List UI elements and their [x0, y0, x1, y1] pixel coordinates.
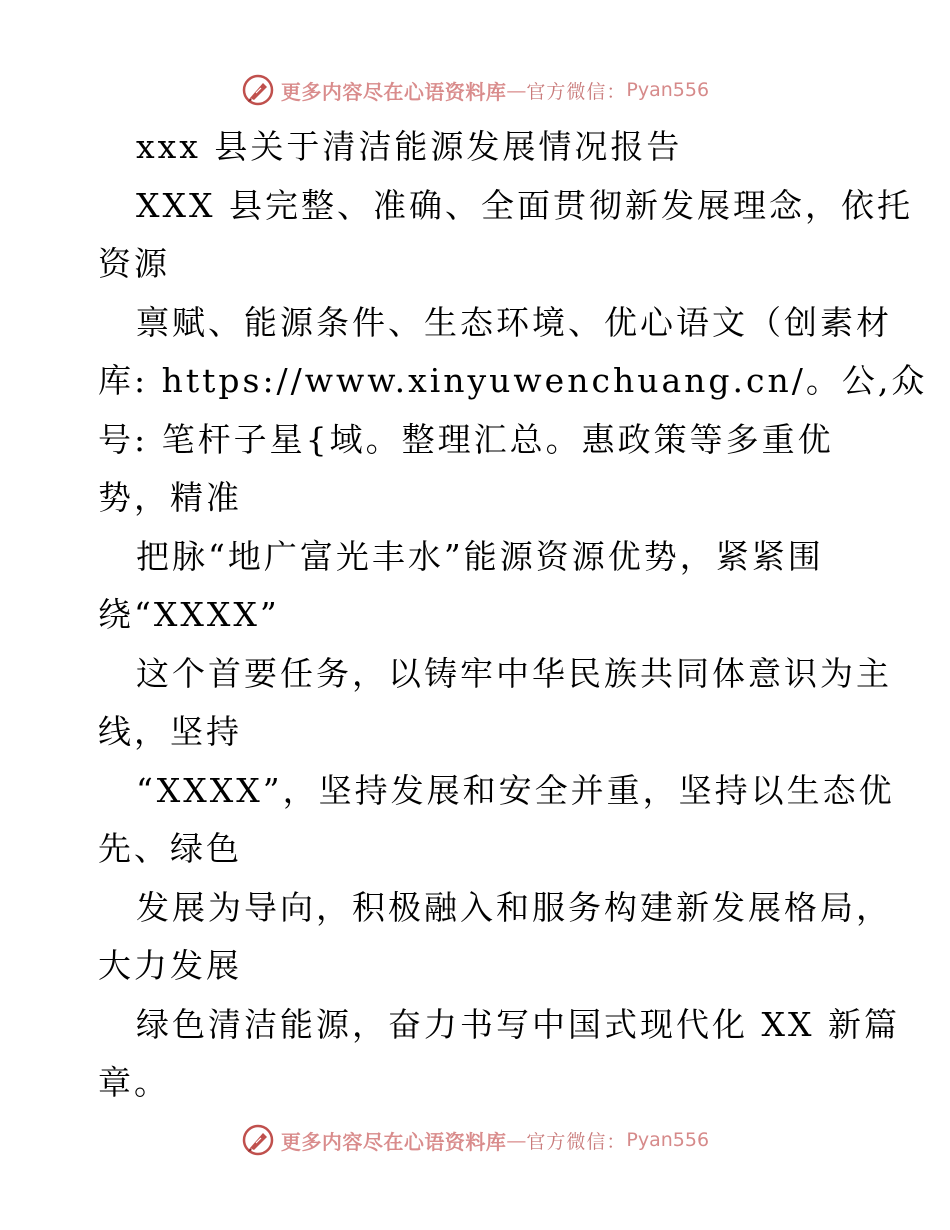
paragraph-line: 资源 — [98, 244, 170, 283]
paragraph-line: 绕“XXXX” — [98, 595, 280, 634]
paragraph-line: 大力发展 — [98, 946, 242, 985]
fountain-pen-logo-icon — [241, 73, 275, 107]
paragraph-line: 势，精准 — [98, 478, 242, 517]
document-title-line: xxx 县关于清洁能源发展情况报告 — [136, 127, 683, 166]
paragraph-line: 发展为导向，积极融入和服务构建新发展格局， — [136, 887, 892, 927]
watermark-sub-text: 官方微信： — [526, 80, 627, 103]
paragraph-line: 章。 — [98, 1063, 170, 1102]
watermark-sub-text: 官方微信： — [526, 1130, 627, 1153]
watermark-dash: — — [506, 78, 527, 102]
watermark-main-text: 更多内容尽在心语资料库 — [280, 79, 507, 104]
paragraph-line: 这个首要任务，以铸牢中华民族共同体意识为主 — [136, 653, 892, 693]
paragraph-line: 号: 笔杆子星{域。整理汇总。惠政策等多重优 — [98, 419, 834, 459]
paragraph-line: “XXXX”，坚持发展和安全并重，坚持以生态优 — [136, 770, 895, 810]
document-body — [98, 118, 928, 1113]
fountain-pen-logo-icon — [241, 1123, 275, 1157]
paragraph-line: 库: https://www.xinyuwenchuang.cn/。公,众 — [98, 361, 928, 400]
watermark-wechat-id: Pyan556 — [626, 1129, 710, 1151]
paragraph-line: 线，坚持 — [98, 712, 242, 751]
paragraph-line: 禀赋、能源条件、生态环境、优心语文（创素材 — [136, 302, 892, 342]
watermark-footer — [0, 1120, 950, 1160]
watermark-main-text: 更多内容尽在心语资料库 — [280, 1129, 507, 1154]
paragraph-line: 先、绿色 — [98, 829, 242, 868]
watermark-header — [0, 70, 950, 110]
paragraph-line: XXX 县完整、准确、全面贯彻新发展理念，依托 — [136, 185, 913, 225]
paragraph-line: 绿色清洁能源，奋力书写中国式现代化 XX 新篇 — [136, 1004, 900, 1044]
paragraph-line: 把脉“地广富光丰水”能源资源优势，紧紧围 — [136, 536, 824, 576]
watermark-wechat-id: Pyan556 — [626, 79, 710, 101]
watermark-dash: — — [506, 1128, 527, 1152]
